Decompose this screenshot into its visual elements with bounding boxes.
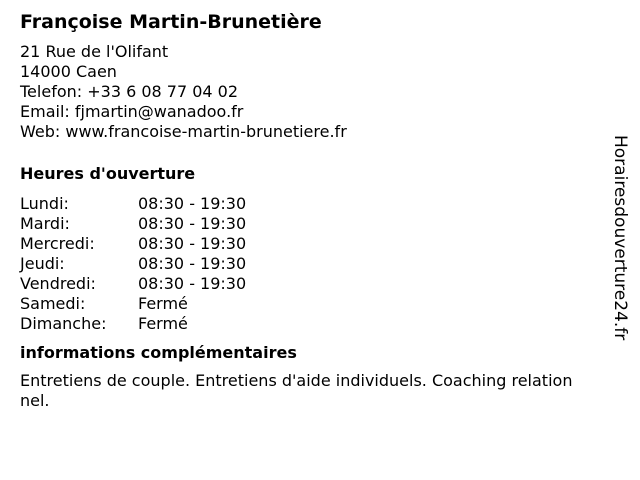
hours-day: Vendredi: <box>20 274 96 293</box>
hours-day: Mardi: <box>20 214 70 233</box>
business-card <box>20 10 590 411</box>
hours-row-thursday <box>20 254 590 274</box>
address-city: 14000 Caen <box>20 62 117 81</box>
hours-time: 08:30 - 19:30 <box>138 234 247 253</box>
hours-time: 08:30 - 19:30 <box>138 214 247 233</box>
business-name: Françoise Martin-Brunetière <box>20 11 322 33</box>
hours-time: Fermé <box>138 294 188 313</box>
hours-time: Fermé <box>138 314 188 333</box>
additional-info-text: Entretiens de couple. Entretiens d'aide individuels. Coaching relationnel. <box>20 371 573 410</box>
hours-time: 08:30 - 19:30 <box>138 194 247 213</box>
site-watermark: Horairesdouverture24.fr <box>610 135 630 341</box>
hours-row-saturday <box>20 294 590 314</box>
opening-hours-heading: Heures d'ouverture <box>20 164 196 183</box>
email-line: Email: fjmartin@wanadoo.fr <box>20 102 244 121</box>
hours-day: Dimanche: <box>20 314 107 333</box>
address-street: 21 Rue de l'Olifant <box>20 42 169 61</box>
hours-row-sunday <box>20 314 590 334</box>
hours-day: Mercredi: <box>20 234 95 253</box>
hours-row-wednesday <box>20 234 590 254</box>
hours-time: 08:30 - 19:30 <box>138 254 247 273</box>
web-line: Web: www.francoise-martin-brunetiere.fr <box>20 122 347 141</box>
hours-row-monday <box>20 194 590 214</box>
hours-day: Jeudi: <box>20 254 65 273</box>
hours-row-friday <box>20 274 590 294</box>
hours-time: 08:30 - 19:30 <box>138 274 247 293</box>
hours-row-tuesday <box>20 214 590 234</box>
hours-day: Samedi: <box>20 294 86 313</box>
additional-info-heading: informations complémentaires <box>20 343 297 362</box>
opening-hours-table <box>20 194 590 334</box>
hours-day: Lundi: <box>20 194 69 213</box>
phone-line: Telefon: +33 6 08 77 04 02 <box>20 82 239 101</box>
